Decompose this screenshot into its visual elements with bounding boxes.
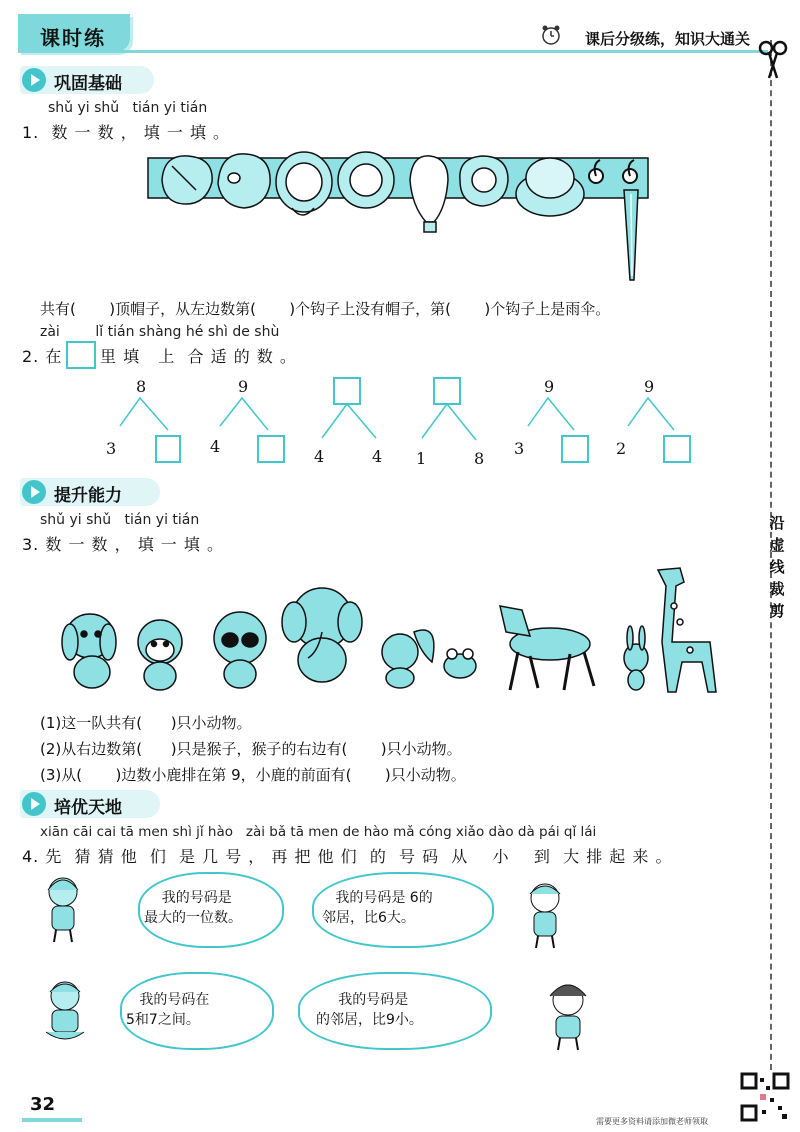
section-pill-advanced — [20, 790, 160, 818]
q2-suffix: 里 填 上 合 适 的 数 。 — [100, 347, 297, 366]
child-icon — [522, 878, 568, 950]
answer-box[interactable] — [156, 436, 180, 462]
section-title: 培优天地 — [54, 798, 122, 818]
section-title: 巩固基础 — [54, 74, 122, 94]
rabbit-icon — [624, 626, 648, 690]
play-icon — [22, 792, 46, 816]
tree6-top: 9 — [644, 377, 655, 396]
sample-answer-box — [66, 341, 96, 369]
hat-icon — [410, 156, 448, 232]
tree1-top: 8 — [136, 377, 147, 396]
cut-instruction: 沿虚线裁剪 — [769, 514, 785, 620]
tree4-left: 1 — [416, 449, 427, 468]
hat-icon — [338, 152, 394, 208]
bubble-text-1: 我的号码是 最大的一位数。 — [144, 890, 242, 926]
footer-note: 需要更多资料请添加微老师领取 — [596, 1117, 708, 1126]
header-rule — [18, 50, 768, 53]
q3-sub2: (2)从右边数第( )只是猴子，猴子的右边有( )只小动物。 — [40, 740, 462, 758]
alarm-clock-icon — [540, 24, 562, 46]
q1-answer-line: 共有( )顶帽子，从左边数第( )个钩子上没有帽子，第( )个钩子上是雨伞。 — [40, 300, 611, 318]
answer-box[interactable] — [664, 436, 690, 462]
answer-box[interactable] — [258, 436, 284, 462]
child-icon — [40, 976, 90, 1046]
q3-question: 3. 数 一 数 ， 填 一 填 。 — [22, 535, 224, 554]
tree3-right: 4 — [372, 447, 383, 466]
q3-sub3: (3)从( )边数小鹿排在第 9，小鹿的前面有( )只小动物。 — [40, 766, 466, 784]
elephant-icon — [282, 588, 362, 682]
section-title: 提升能力 — [54, 486, 122, 506]
footer-rule — [22, 1118, 82, 1122]
q3-pinyin: shǔ yi shǔ tián yi tián — [40, 512, 200, 528]
bubble-text-4: 我的号码是 的邻居，比9小。 — [316, 992, 423, 1028]
child-icon — [542, 978, 594, 1052]
hat-icon — [162, 156, 212, 204]
monkey-icon — [138, 620, 182, 690]
play-icon — [22, 68, 46, 92]
tree4-right: 8 — [474, 449, 485, 468]
tree1-left: 3 — [106, 439, 117, 458]
answer-box[interactable] — [334, 378, 360, 404]
qr-code-icon — [740, 1072, 790, 1122]
q1-question: 1. 数 一 数 ， 填 一 填 。 — [22, 123, 231, 142]
q2-pinyin: zài lǐ tián shàng hé shì de shù — [40, 324, 280, 340]
answer-box[interactable] — [562, 436, 588, 462]
tree2-left: 4 — [210, 437, 221, 456]
q4-question: 4. 先 猜 猜 他 们 是 几 号 ， 再 把 他 们 的 号 码 从 小 到 大 排 起 来 。 — [22, 847, 673, 866]
scissors-icon — [758, 40, 788, 80]
number-trees — [100, 374, 700, 474]
play-icon — [22, 480, 46, 504]
hat-icon — [460, 156, 508, 206]
header-tab-label: 课时练 — [40, 26, 106, 50]
giraffe-icon — [658, 568, 716, 692]
header-slogan: 课后分级练，知识大通关 — [584, 30, 750, 48]
speech-bubble — [120, 972, 274, 1050]
q4-pinyin: xiān cāi cai tā men shì jǐ hào zài bǎ tā men de hào mǎ cóng xiǎo dào dà pái qǐ lái — [40, 824, 597, 840]
speech-bubble — [138, 872, 284, 948]
dog-icon — [62, 614, 116, 688]
speech-bubble — [312, 872, 494, 948]
hat-rack-illustration — [142, 150, 656, 290]
tree2-top: 9 — [238, 377, 249, 396]
umbrella-icon — [624, 190, 638, 280]
frog-icon — [444, 649, 476, 678]
tree6-left: 2 — [616, 439, 627, 458]
tree5-top: 9 — [544, 377, 555, 396]
speech-bubble — [298, 972, 492, 1050]
q2-prefix: 2. 在 — [22, 347, 63, 366]
hat-icon — [218, 154, 270, 208]
animal-parade-illustration — [60, 562, 740, 698]
q1-pinyin: shǔ yi shǔ tián yi tián — [48, 100, 208, 116]
bubble-text-2: 我的号码是 6的 邻居，比6大。 — [322, 890, 433, 926]
page-number: 32 — [30, 1094, 56, 1115]
section-pill-consolidate — [20, 66, 154, 94]
answer-box[interactable] — [434, 378, 460, 404]
hat-icon — [276, 152, 332, 215]
squirrel-icon — [382, 630, 434, 688]
bubble-text-3: 我的号码在 5和7之间。 — [126, 992, 210, 1028]
panda-icon — [214, 612, 266, 688]
q3-sub1: (1)这一队共有( )只小动物。 — [40, 714, 252, 732]
header-tab — [18, 14, 130, 52]
tree5-left: 3 — [514, 439, 525, 458]
tree3-left: 4 — [314, 447, 325, 466]
child-icon — [40, 872, 86, 944]
deer-icon — [500, 606, 594, 690]
